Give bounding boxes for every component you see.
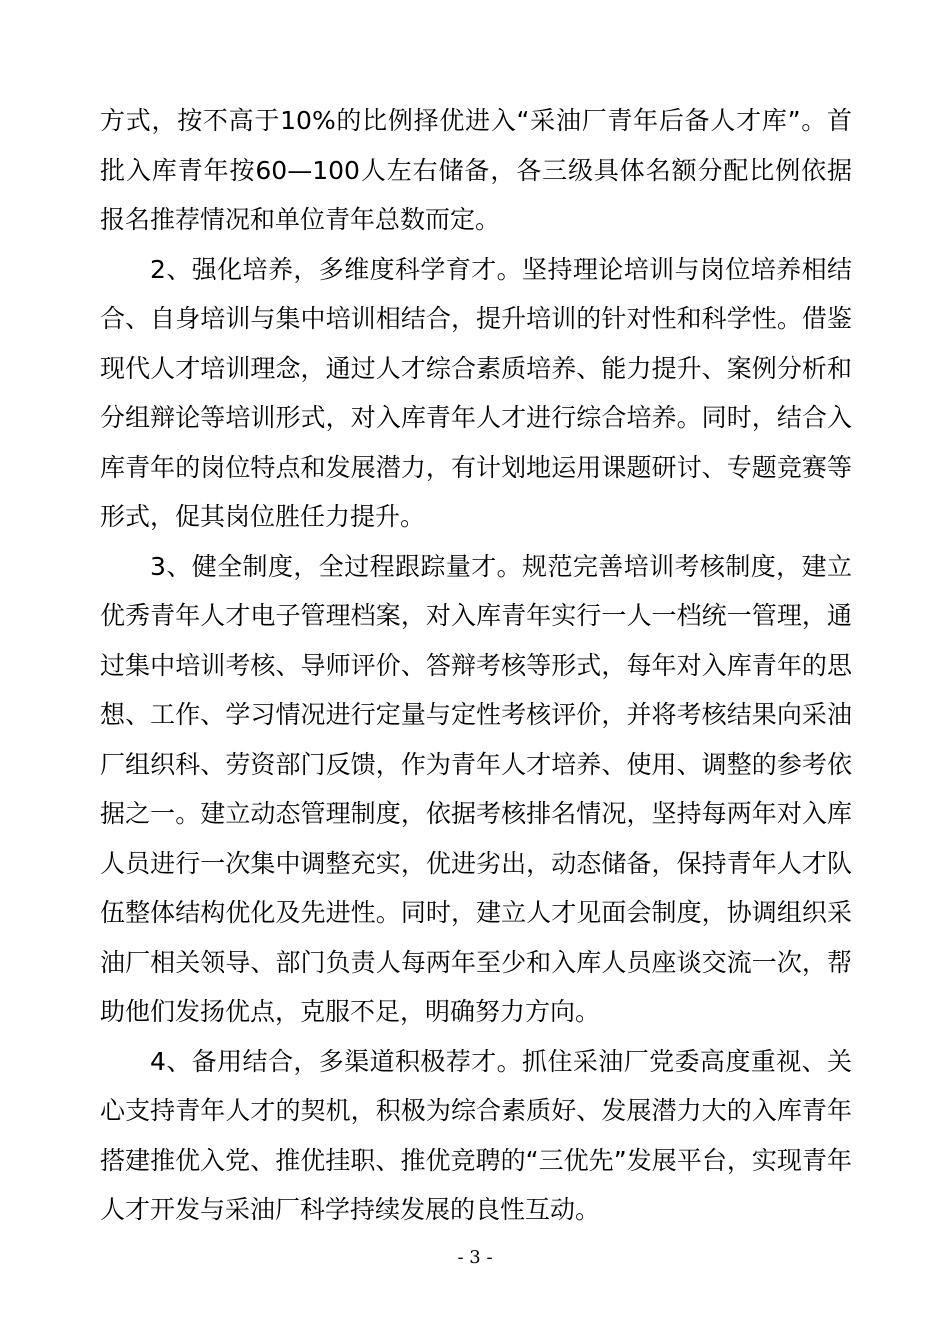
paragraph-strengthen-training: 2、强化培养，多维度科学育才。坚持理论培训与岗位培养相结合、自身培训与集中培训相结合，提升培训的针对性和科学性。借鉴现代人才培训理念，通过人才综合素质培养、能力提升、案例分析和分组辩论等培训形式，对入库青年人才进行综合培养。同时，结合入库青年的岗位特点和发展潜力，有计划地运用课题研讨、专题竞赛等形式，促其岗位胜任力提升。 [100, 254, 852, 531]
paragraph-combine-use: 4、备用结合，多渠道积极荐才。抓住采油厂党委高度重视、关心支持青年人才的契机，积极为综合素质好、发展潜力大的入库青年搭建推优入党、推优挂职、推优竞聘的“三优先”发展平台，实现青年人才开发与采油厂科学持续发展的良性互动。 [100, 1046, 852, 1224]
page-number: - 3 - [457, 1247, 493, 1268]
body-text [100, 96, 852, 1235]
paragraph-improve-system: 3、健全制度，全过程跟踪量才。规范完善培训考核制度，建立优秀青年人才电子管理档案，对入库青年实行一人一档统一管理，通过集中培训考核、导师评价、答辩考核等形式，每年对入库青年的思想、工作、学习情况进行定量与定性考核评价，并将考核结果向采油厂组织科、劳资部门反馈，作为青年人才培养、使用、调整的参考依据之一。建立动态管理制度，依据考核排名情况，坚持每两年对入库人员进行一次集中调整充实，优进劣出，动态储备，保持青年人才队伍整体结构优化及先进性。同时，建立人才见面会制度，协调组织采油厂相关领导、部门负责人每两年至少和入库人员座谈交流一次，帮助他们发扬优点，克服不足，明确努力方向。 [100, 551, 852, 1026]
paragraph-continuation: 方式，按不高于10%的比例择优进入“采油厂青年后备人才库”。首批入库青年按60—100人左右储备，各三级具体名额分配比例依据报名推荐情况和单位青年总数而定。 [100, 106, 852, 234]
